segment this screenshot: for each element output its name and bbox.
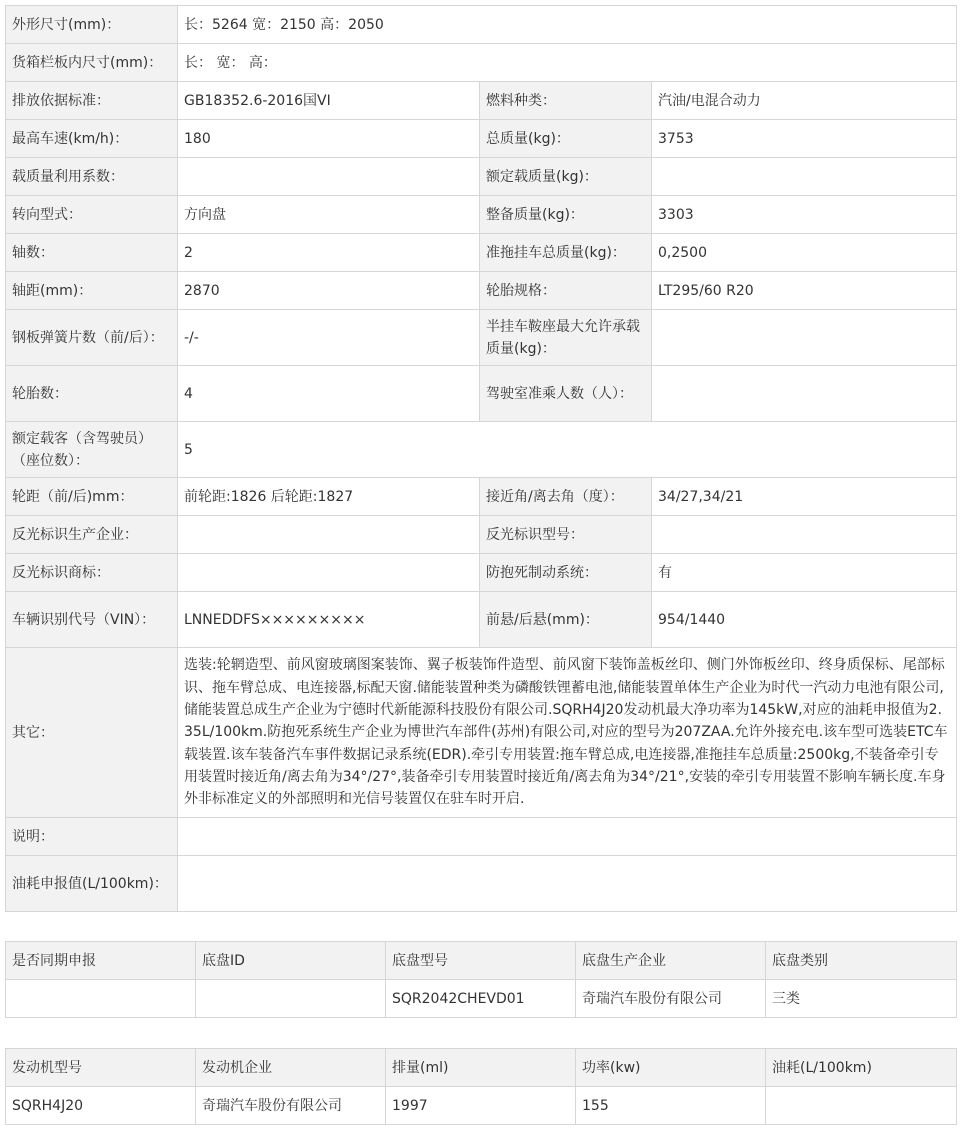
curb-mass-value: 3303: [652, 196, 957, 234]
saddle-label: 半挂车鞍座最大允许承载质量(kg)：: [480, 310, 652, 366]
chassis-header-cell: 底盘生产企业: [576, 942, 766, 980]
reflect-maker-value: [178, 516, 480, 554]
engine-data-row: [6, 1087, 957, 1125]
engine-header-cell: 发动机型号: [6, 1049, 196, 1087]
cab-label: 驾驶室准乘人数（人）：: [480, 366, 652, 422]
chassis-cell: 三类: [766, 980, 957, 1018]
tires-label: 轮胎数：: [6, 366, 178, 422]
chassis-header-row: [6, 942, 957, 980]
speed-value: 180: [178, 120, 480, 158]
emission-value: GB18352.6-2016国VI: [178, 82, 480, 120]
fuel-consumption-label: 油耗申报值(L/100km)：: [6, 856, 178, 912]
engine-header-row: [6, 1049, 957, 1087]
spec-row-leaf-spring: [6, 310, 957, 366]
total-mass-value: 3753: [652, 120, 957, 158]
wheelbase-label: 轴距(mm)：: [6, 272, 178, 310]
overhang-value: 954/1440: [652, 592, 957, 648]
rated-load-value: [652, 158, 957, 196]
spec-row-dimensions: [6, 6, 957, 44]
cargo-value: 长： 宽： 高：: [178, 44, 957, 82]
spec-row-abs: [6, 554, 957, 592]
steering-label: 转向型式：: [6, 196, 178, 234]
spec-row-fuel-consumption: [6, 856, 957, 912]
engine-cell: 奇瑞汽车股份有限公司: [196, 1087, 386, 1125]
chassis-table: [5, 941, 957, 1018]
cab-value: [652, 366, 957, 422]
chassis-cell: SQR2042CHEVD01: [386, 980, 576, 1018]
chassis-cell: [196, 980, 386, 1018]
spec-row-note: [6, 818, 957, 856]
other-label: 其它：: [6, 648, 178, 818]
leaf-spring-label: 钢板弹簧片数（前/后）：: [6, 310, 178, 366]
tires-value: 4: [178, 366, 480, 422]
spec-row-passengers: [6, 422, 957, 478]
fuel-label: 燃料种类：: [480, 82, 652, 120]
engine-header-cell: 排量(ml): [386, 1049, 576, 1087]
tire-spec-value: LT295/60 R20: [652, 272, 957, 310]
engine-cell: 155: [576, 1087, 766, 1125]
reflect-model-value: [652, 516, 957, 554]
axles-value: 2: [178, 234, 480, 272]
spec-row-track: [6, 478, 957, 516]
spec-row-reflect: [6, 516, 957, 554]
speed-label: 最高车速(km/h)：: [6, 120, 178, 158]
spec-row-vin: [6, 592, 957, 648]
other-value: 选装:轮辋造型、前风窗玻璃图案装饰、翼子板装饰件造型、前风窗下装饰盖板丝印、侧门外饰板丝印、终身质保标、尾部标识、拖车臂总成、电连接器,标配天窗.储能装置种类为磷酸铁锂蓄电池,储能装置单体生产企业为时代一汽动力电池有限公司,储能装置总成生产企业为宁德时代新能源科技股份有限公司.SQRH4J20发动机最大净功率为145kW,对应的油耗申报值为2.35L/100km.防抱死系统生产企业为博世汽车部件(苏州)有限公司,对应的型号为207ZAA.允许外接充电.该车型可选装ETC车载装置.该车装备汽车事件数据记录系统(EDR).牵引专用装置:拖车臂总成,电连接器,准拖挂车总质量:2500kg,不装备牵引专用装置时接近角/离去角为34°/27°,装备牵引专用装置时接近角/离去角为34°/21°,安装的牵引专用装置不影响车辆长度.车身外非标准定义的外部照明和光信号装置仅在驻车时开启.: [178, 648, 957, 818]
spec-row-speed: [6, 120, 957, 158]
spec-row-load: [6, 158, 957, 196]
note-label: 说明：: [6, 818, 178, 856]
reflect-maker-label: 反光标识生产企业：: [6, 516, 178, 554]
load-util-label: 载质量利用系数：: [6, 158, 178, 196]
passengers-label: 额定载客（含驾驶员）（座位数）：: [6, 422, 178, 478]
spec-row-steering: [6, 196, 957, 234]
vin-label: 车辆识别代号（VIN）：: [6, 592, 178, 648]
engine-cell: 1997: [386, 1087, 576, 1125]
engine-cell: SQRH4J20: [6, 1087, 196, 1125]
spec-row-wheelbase: [6, 272, 957, 310]
spec-row-emission: [6, 82, 957, 120]
chassis-header-cell: 底盘ID: [196, 942, 386, 980]
chassis-cell: [6, 980, 196, 1018]
chassis-header-cell: 底盘类别: [766, 942, 957, 980]
spec-row-axles: [6, 234, 957, 272]
note-value: [178, 818, 957, 856]
cargo-label: 货箱栏板内尺寸(mm)：: [6, 44, 178, 82]
angles-value: 34/27,34/21: [652, 478, 957, 516]
track-label: 轮距（前/后)mm：: [6, 478, 178, 516]
reflect-brand-value: [178, 554, 480, 592]
chassis-data-row: [6, 980, 957, 1018]
abs-label: 防抱死制动系统：: [480, 554, 652, 592]
dims-label: 外形尺寸(mm)：: [6, 6, 178, 44]
angles-label: 接近角/离去角（度）：: [480, 478, 652, 516]
wheelbase-value: 2870: [178, 272, 480, 310]
reflect-model-label: 反光标识型号：: [480, 516, 652, 554]
load-util-value: [178, 158, 480, 196]
leaf-spring-value: -/-: [178, 310, 480, 366]
spec-row-other: [6, 648, 957, 818]
vin-value: LNNEDDFS×××××××××: [178, 592, 480, 648]
engine-header-cell: 发动机企业: [196, 1049, 386, 1087]
abs-value: 有: [652, 554, 957, 592]
engine-header-cell: 功率(kw): [576, 1049, 766, 1087]
fuel-consumption-value: [178, 856, 957, 912]
tire-spec-label: 轮胎规格：: [480, 272, 652, 310]
track-value: 前轮距:1826 后轮距:1827: [178, 478, 480, 516]
overhang-label: 前悬/后悬(mm)：: [480, 592, 652, 648]
chassis-header-cell: 是否同期申报: [6, 942, 196, 980]
vehicle-spec-table: [5, 5, 957, 912]
curb-mass-label: 整备质量(kg)：: [480, 196, 652, 234]
trailer-mass-label: 准拖挂车总质量(kg)：: [480, 234, 652, 272]
emission-label: 排放依据标准：: [6, 82, 178, 120]
spec-row-tires: [6, 366, 957, 422]
dims-value: 长：5264 宽：2150 高：2050: [178, 6, 957, 44]
engine-table: [5, 1048, 957, 1125]
total-mass-label: 总质量(kg)：: [480, 120, 652, 158]
reflect-brand-label: 反光标识商标：: [6, 554, 178, 592]
steering-value: 方向盘: [178, 196, 480, 234]
rated-load-label: 额定载质量(kg)：: [480, 158, 652, 196]
saddle-value: [652, 310, 957, 366]
passengers-value: 5: [178, 422, 957, 478]
spec-row-cargo: [6, 44, 957, 82]
engine-cell: [766, 1087, 957, 1125]
chassis-cell: 奇瑞汽车股份有限公司: [576, 980, 766, 1018]
fuel-value: 汽油/电混合动力: [652, 82, 957, 120]
engine-header-cell: 油耗(L/100km): [766, 1049, 957, 1087]
chassis-header-cell: 底盘型号: [386, 942, 576, 980]
trailer-mass-value: 0,2500: [652, 234, 957, 272]
axles-label: 轴数：: [6, 234, 178, 272]
